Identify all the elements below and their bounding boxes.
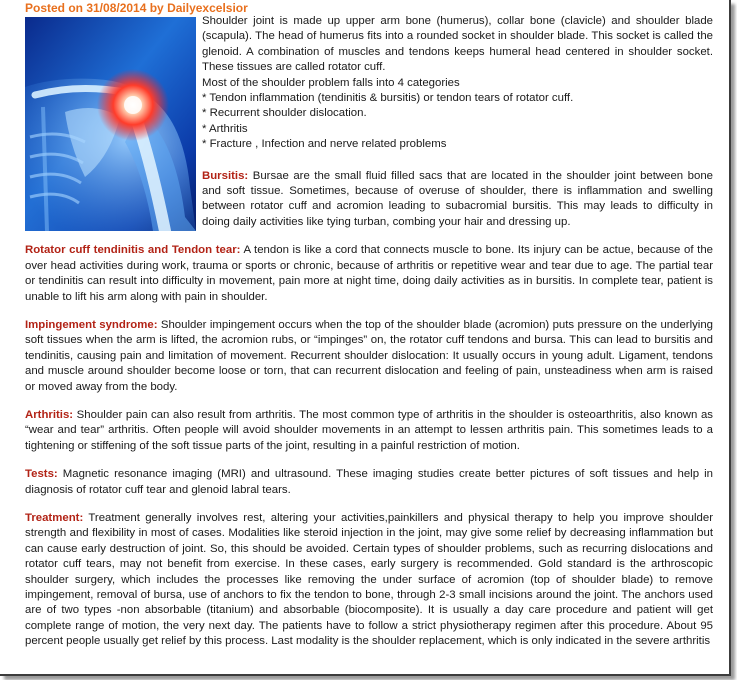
- treatment-section: [25, 511, 713, 650]
- treatment-heading: Treatment:: [25, 511, 84, 524]
- list-item: * Recurrent shoulder dislocation.: [202, 107, 367, 120]
- categories-intro: Most of the shoulder problem falls into 4 categories: [202, 76, 460, 89]
- list-item: * Arthritis: [202, 122, 248, 135]
- intro-paragraph: Shoulder joint is made up upper arm bone (humerus), collar bone (clavicle) and shoulder blade (scapula). The head of humerus fits into a rounded socket in shoulder blade. This socket is called the glenoid. A combination of muscles and tendons keeps humeral head centered in shoulder socket. These tissues are called rotator cuff.: [202, 15, 713, 74]
- impingement-heading: Impingement syndrome:: [25, 318, 158, 331]
- rotator-cuff-text: A tendon is like a cord that connects muscle to bone. Its injury can be actue, because of the over head activities during work, trauma or sports or chronic, because of arthritis or repetitive wear and tear due to age. The partial tear or tendinitis can result into difficulty in movement, pain more at night time, doing daily activities as in bursitis. In complete tear, patient is unable to lift his arm along with pain in shoulder.: [25, 244, 713, 303]
- tests-text: Magnetic resonance imaging (MRI) and ultrasound. These imaging studies create better pictures of soft tissues and help in diagnosis of rotator cuff tear and glenoid labral tears.: [25, 468, 713, 496]
- arthritis-heading: Arthritis:: [25, 408, 74, 421]
- arthritis-section: [25, 408, 713, 454]
- list-item: * Tendon inflammation (tendinitis & bursitis) or tendon tears of rotator cuff.: [202, 92, 574, 105]
- list-item: * Fracture , Infection and nerve related problems: [202, 138, 447, 151]
- image-spacer: [25, 14, 202, 230]
- tests-heading: Tests:: [25, 468, 58, 481]
- treatment-text: Treatment generally involves rest, altering your activities,painkillers and physical therapy to help you improve shoulder strength and flexibility in most of cases. Modalities like steroid injection in the joint, may give some relief by decreasing inflammation but can cause early destruction of joint. So, this should be avoided. Certain types of shoulder problems, such as recurring dislocations and rotator cuff tears, may not benefit from exercise. In these cases, early surgery is recommended. Gold standard is the arthroscopic shoulder surgery, which includes the processes like removing the under surface of acromion (top of shoulder blade) to remove impingement, removal of bursa, use of anchors to fix the tendon to bone, through 2-3 small incisions around the joint. The anchors used are of two types -non absorbable (titanium) and absorbable (biocomposite). It is usually a day care procedure and patient will get complete range of motion, the very next day. The patients have to follow a strict physiotherapy regimen after this procedure. About 95 percent people usually get relief by this process. Last modality is the shoulder replacement, which is only indicated in the severe arthritis: [25, 511, 713, 648]
- tests-section: [25, 467, 713, 498]
- bursitis-text: Bursae are the small fluid filled sacs that are located in the shoulder joint between bone and soft tissue. Sometimes, because of overuse of shoulder, there is inflammation and swelling between rotator cuff and acromion leading to subacromial bursitis. This may leads to difficulty in doing daily activities like tying turban, combing your hair and dressing up.: [202, 169, 713, 228]
- article-body: [25, 14, 713, 663]
- rotator-cuff-section: [25, 243, 713, 305]
- arthritis-text: Shoulder pain can also result from arthritis. The most common type of arthritis in the shoulder is osteoarthritis, also known as “wear and tear” arthritis. Often people will avoid shoulder movements in an attempt to lessen arthritis pain. This sometimes leads to a tightening or stiffening of the soft tissue parts of the joint, resulting in a painful restriction of motion.: [25, 408, 713, 452]
- rotator-cuff-heading: Rotator cuff tendinitis and Tendon tear:: [25, 244, 241, 257]
- impingement-section: [25, 318, 713, 395]
- impingement-text: Shoulder impingement occurs when the top of the shoulder blade (acromion) puts pressure on the underlying soft tissues when the arm is lifted, the acromion rubs, or “impinges” on, the rotator cuff tendons and bursa. This can lead to bursitis and tendinitis, causing pain and limitation of movement. Recurrent shoulder dislocation: It usually occurs in young adult. Ligament, tendons and muscle around shoulder become loose or torn, that can recurrent dislocation and feeling of pain, unsteadiness when arm is raised or moved away from the body.: [25, 318, 714, 393]
- posted-byline: Posted on 31/08/2014 by Dailyexcelsior: [25, 1, 248, 15]
- bursitis-heading: Bursitis:: [202, 169, 249, 182]
